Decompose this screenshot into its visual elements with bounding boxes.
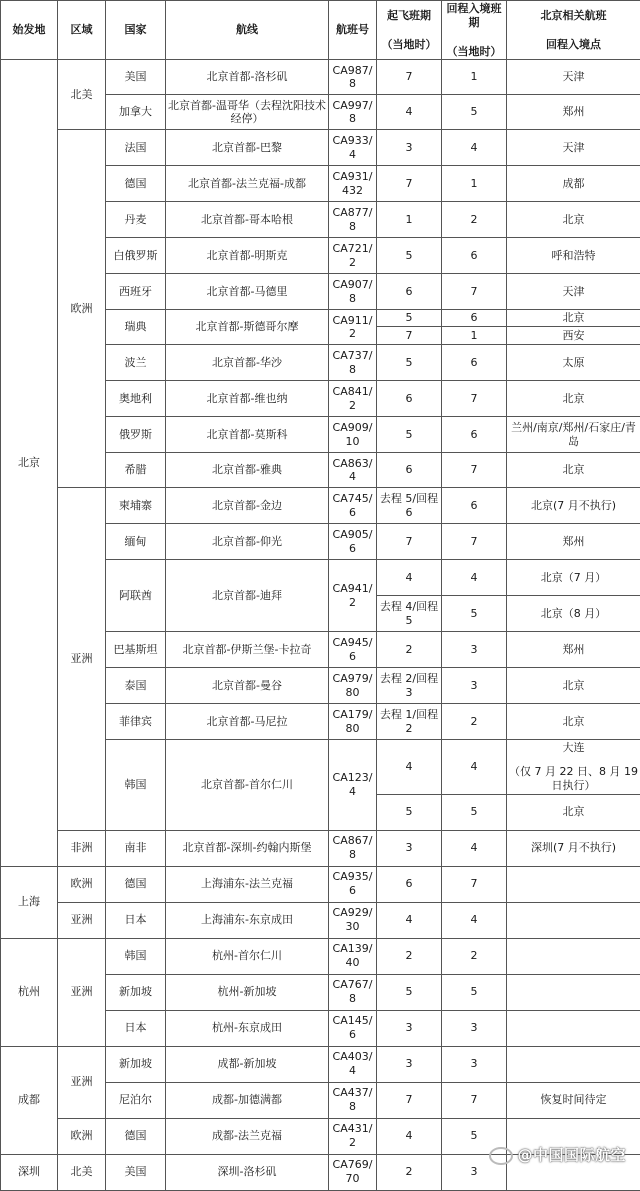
flight-number-cell: CA935/6 xyxy=(329,866,377,902)
flight-number-cell: CA997/8 xyxy=(329,95,377,130)
table-row xyxy=(1,488,640,524)
route-cell: 成都-新加坡 xyxy=(166,1046,329,1082)
return-days-cell: 1 xyxy=(442,60,507,95)
return-days-cell: 1 xyxy=(442,166,507,202)
flight-number-cell: CA863/4 xyxy=(329,453,377,488)
beijing-entry-cell: 成都 xyxy=(507,166,640,202)
return-days-cell: 6 xyxy=(442,238,507,274)
route-cell: 成都-加德满都 xyxy=(166,1082,329,1118)
flight-number-cell: CA877/8 xyxy=(329,202,377,238)
route-cell: 北京首都-哥本哈根 xyxy=(166,202,329,238)
beijing-entry-cell: 兰州/南京/郑州/石家庄/青岛 xyxy=(507,417,640,453)
country-cell: 德国 xyxy=(106,866,166,902)
route-cell: 北京首都-伊斯兰堡-卡拉奇 xyxy=(166,632,329,668)
outbound-days-cell: 7 xyxy=(377,166,442,202)
origin-cell: 上海 xyxy=(1,866,58,938)
flight-number-cell: CA931/432 xyxy=(329,166,377,202)
table-row xyxy=(1,902,640,938)
outbound-days-cell: 去程 5/回程 6 xyxy=(377,488,442,524)
beijing-entry-cell: 北京 xyxy=(507,202,640,238)
return-days-cell: 7 xyxy=(442,381,507,417)
country-cell: 俄罗斯 xyxy=(106,417,166,453)
return-days-cell: 6 xyxy=(442,310,507,327)
flight-number-cell: CA979/80 xyxy=(329,668,377,704)
route-cell: 北京首都-莫斯科 xyxy=(166,417,329,453)
beijing-entry-cell xyxy=(507,866,640,902)
beijing-entry-header xyxy=(507,1,640,60)
route-cell: 北京首都-明斯克 xyxy=(166,238,329,274)
return-days-cell: 3 xyxy=(442,632,507,668)
return-schedule-header xyxy=(442,1,507,60)
return-days-cell: 3 xyxy=(442,1154,507,1190)
origin-header: 始发地 xyxy=(1,1,58,60)
beijing-entry-cell: 郑州 xyxy=(507,95,640,130)
outbound-days-cell: 6 xyxy=(377,381,442,417)
outbound-days-cell: 3 xyxy=(377,1010,442,1046)
flight-number-cell: CA987/8 xyxy=(329,60,377,95)
outbound-days-cell: 2 xyxy=(377,1154,442,1190)
route-cell: 北京首都-巴黎 xyxy=(166,130,329,166)
flight-number-cell: CA941/2 xyxy=(329,560,377,632)
outbound-schedule-header-sub: （当地时） xyxy=(379,38,439,52)
return-days-cell: 6 xyxy=(442,488,507,524)
beijing-entry-cell: 太原 xyxy=(507,345,640,381)
route-cell: 北京首都-维也纳 xyxy=(166,381,329,417)
beijing-entry-cell: 北京（7 月） xyxy=(507,560,640,596)
table-row xyxy=(1,938,640,974)
return-days-cell: 4 xyxy=(442,560,507,596)
entry-note-text: （仅 7 月 22 日、8 月 19 日执行） xyxy=(509,765,638,793)
route-cell: 北京首都-华沙 xyxy=(166,345,329,381)
beijing-entry-cell: 天津 xyxy=(507,274,640,310)
route-cell: 北京首都-洛杉矶 xyxy=(166,60,329,95)
route-cell: 成都-法兰克福 xyxy=(166,1118,329,1154)
flight-number-cell: CA437/8 xyxy=(329,1082,377,1118)
watermark-text: @中国国际航空 xyxy=(517,1146,626,1164)
outbound-days-cell: 5 xyxy=(377,794,442,830)
beijing-entry-cell: 西安 xyxy=(507,327,640,345)
route-cell: 上海浦东-东京成田 xyxy=(166,902,329,938)
country-cell: 新加坡 xyxy=(106,1046,166,1082)
route-cell: 杭州-新加坡 xyxy=(166,974,329,1010)
flight-number-cell: CA929/30 xyxy=(329,902,377,938)
beijing-entry-header-title: 北京相关航班 xyxy=(509,9,638,23)
outbound-days-cell: 5 xyxy=(377,345,442,381)
beijing-entry-cell xyxy=(507,938,640,974)
country-cell: 美国 xyxy=(106,1154,166,1190)
outbound-days-cell: 4 xyxy=(377,95,442,130)
beijing-entry-cell: 北京 xyxy=(507,310,640,327)
outbound-schedule-header xyxy=(377,1,442,60)
country-cell: 泰国 xyxy=(106,668,166,704)
beijing-entry-header-sub: 回程入境点 xyxy=(509,38,638,52)
return-days-cell: 5 xyxy=(442,794,507,830)
route-cell: 北京首都-温哥华（去程沈阳技术经停） xyxy=(166,95,329,130)
beijing-entry-cell: 北京 xyxy=(507,704,640,740)
route-cell: 杭州-东京成田 xyxy=(166,1010,329,1046)
region-cell: 北美 xyxy=(58,60,106,130)
origin-cell: 北京 xyxy=(1,60,58,866)
table-row xyxy=(1,130,640,166)
return-days-cell: 4 xyxy=(442,130,507,166)
country-cell: 尼泊尔 xyxy=(106,1082,166,1118)
weibo-logo-icon xyxy=(489,1147,513,1165)
beijing-entry-cell xyxy=(507,1010,640,1046)
outbound-days-cell: 3 xyxy=(377,130,442,166)
beijing-entry-cell: 郑州 xyxy=(507,524,640,560)
return-days-cell: 7 xyxy=(442,524,507,560)
flight-number-cell: CA945/6 xyxy=(329,632,377,668)
return-days-cell: 2 xyxy=(442,938,507,974)
outbound-days-cell: 5 xyxy=(377,310,442,327)
region-cell: 亚洲 xyxy=(58,938,106,1046)
beijing-entry-cell xyxy=(507,902,640,938)
country-cell: 奥地利 xyxy=(106,381,166,417)
outbound-days-cell: 4 xyxy=(377,740,442,794)
country-cell: 韩国 xyxy=(106,938,166,974)
beijing-entry-cell xyxy=(507,974,640,1010)
route-cell: 北京首都-仰光 xyxy=(166,524,329,560)
country-header: 国家 xyxy=(106,1,166,60)
beijing-entry-cell: 北京 xyxy=(507,453,640,488)
flight-number-header: 航班号 xyxy=(329,1,377,60)
outbound-schedule-header-title: 起飞班期 xyxy=(379,9,439,23)
route-header: 航线 xyxy=(166,1,329,60)
return-days-cell: 3 xyxy=(442,1010,507,1046)
flight-number-cell: CA769/70 xyxy=(329,1154,377,1190)
flight-number-cell: CA179/80 xyxy=(329,704,377,740)
route-cell: 北京首都-马德里 xyxy=(166,274,329,310)
beijing-entry-cell: 北京 xyxy=(507,668,640,704)
beijing-entry-cell: 天津 xyxy=(507,60,640,95)
flight-number-cell: CA145/6 xyxy=(329,1010,377,1046)
region-cell: 欧洲 xyxy=(58,1118,106,1154)
country-cell: 加拿大 xyxy=(106,95,166,130)
flight-number-cell: CA767/8 xyxy=(329,974,377,1010)
country-cell: 美国 xyxy=(106,60,166,95)
beijing-entry-cell: 北京 xyxy=(507,794,640,830)
flight-number-cell: CA933/4 xyxy=(329,130,377,166)
country-cell: 韩国 xyxy=(106,740,166,830)
return-days-cell: 6 xyxy=(442,345,507,381)
return-days-cell: 3 xyxy=(442,668,507,704)
beijing-entry-cell: 郑州 xyxy=(507,632,640,668)
entry-point-text: 大连 xyxy=(509,741,638,755)
return-days-cell: 7 xyxy=(442,453,507,488)
route-cell: 北京首都-斯德哥尔摩 xyxy=(166,310,329,345)
country-cell: 希腊 xyxy=(106,453,166,488)
route-cell: 北京首都-深圳-约翰内斯堡 xyxy=(166,830,329,866)
region-cell: 欧洲 xyxy=(58,866,106,902)
flight-number-cell: CA431/2 xyxy=(329,1118,377,1154)
outbound-days-cell: 7 xyxy=(377,1082,442,1118)
outbound-days-cell: 3 xyxy=(377,830,442,866)
country-cell: 新加坡 xyxy=(106,974,166,1010)
country-cell: 波兰 xyxy=(106,345,166,381)
country-cell: 德国 xyxy=(106,1118,166,1154)
table-row xyxy=(1,60,640,95)
outbound-days-cell: 去程 4/回程 5 xyxy=(377,596,442,632)
beijing-entry-cell: 恢复时间待定 xyxy=(507,1082,640,1118)
table-row xyxy=(1,830,640,866)
table-header-row xyxy=(1,1,640,60)
beijing-entry-cell: 北京(7 月不执行) xyxy=(507,488,640,524)
return-days-cell: 5 xyxy=(442,95,507,130)
country-cell: 缅甸 xyxy=(106,524,166,560)
flight-number-cell: CA909/10 xyxy=(329,417,377,453)
country-cell: 西班牙 xyxy=(106,274,166,310)
outbound-days-cell: 1 xyxy=(377,202,442,238)
return-days-cell: 2 xyxy=(442,202,507,238)
country-cell: 法国 xyxy=(106,130,166,166)
route-cell: 北京首都-首尔仁川 xyxy=(166,740,329,830)
return-days-cell: 4 xyxy=(442,740,507,794)
beijing-entry-cell xyxy=(507,740,640,794)
region-cell: 亚洲 xyxy=(58,902,106,938)
outbound-days-cell: 5 xyxy=(377,974,442,1010)
outbound-days-cell: 7 xyxy=(377,524,442,560)
return-schedule-header-title: 回程入境班期 xyxy=(444,2,504,30)
return-schedule-header-sub: （当地时） xyxy=(444,45,504,59)
flight-number-cell: CA403/4 xyxy=(329,1046,377,1082)
return-days-cell: 7 xyxy=(442,274,507,310)
table-row xyxy=(1,1046,640,1082)
region-cell: 欧洲 xyxy=(58,130,106,488)
return-days-cell: 6 xyxy=(442,417,507,453)
route-cell: 杭州-首尔仁川 xyxy=(166,938,329,974)
flight-number-cell: CA905/6 xyxy=(329,524,377,560)
country-cell: 白俄罗斯 xyxy=(106,238,166,274)
weibo-watermark xyxy=(489,1144,626,1165)
beijing-entry-cell: 呼和浩特 xyxy=(507,238,640,274)
flight-number-cell: CA841/2 xyxy=(329,381,377,417)
route-cell: 深圳-洛杉矶 xyxy=(166,1154,329,1190)
outbound-days-cell: 6 xyxy=(377,453,442,488)
route-cell: 北京首都-法兰克福-成都 xyxy=(166,166,329,202)
origin-cell: 成都 xyxy=(1,1046,58,1154)
outbound-days-cell: 4 xyxy=(377,902,442,938)
outbound-days-cell: 6 xyxy=(377,274,442,310)
outbound-days-cell: 7 xyxy=(377,60,442,95)
country-cell: 日本 xyxy=(106,1010,166,1046)
route-cell: 北京首都-迪拜 xyxy=(166,560,329,632)
outbound-days-cell: 4 xyxy=(377,560,442,596)
flight-number-cell: CA867/8 xyxy=(329,830,377,866)
return-days-cell: 1 xyxy=(442,327,507,345)
beijing-entry-cell: 北京 xyxy=(507,381,640,417)
outbound-days-cell: 4 xyxy=(377,1118,442,1154)
country-cell: 日本 xyxy=(106,902,166,938)
region-cell: 亚洲 xyxy=(58,488,106,830)
flight-number-cell: CA745/6 xyxy=(329,488,377,524)
outbound-days-cell: 去程 2/回程 3 xyxy=(377,668,442,704)
flight-number-cell: CA907/8 xyxy=(329,274,377,310)
return-days-cell: 4 xyxy=(442,902,507,938)
flight-number-cell: CA721/2 xyxy=(329,238,377,274)
country-cell: 巴基斯坦 xyxy=(106,632,166,668)
beijing-entry-cell xyxy=(507,1046,640,1082)
beijing-entry-cell: 北京（8 月） xyxy=(507,596,640,632)
flight-number-cell: CA911/2 xyxy=(329,310,377,345)
return-days-cell: 4 xyxy=(442,830,507,866)
flight-number-cell: CA737/8 xyxy=(329,345,377,381)
route-cell: 上海浦东-法兰克福 xyxy=(166,866,329,902)
outbound-days-cell: 2 xyxy=(377,632,442,668)
country-cell: 丹麦 xyxy=(106,202,166,238)
beijing-entry-cell: 深圳(7 月不执行) xyxy=(507,830,640,866)
country-cell: 柬埔寨 xyxy=(106,488,166,524)
region-header: 区域 xyxy=(58,1,106,60)
region-cell: 亚洲 xyxy=(58,1046,106,1118)
route-cell: 北京首都-曼谷 xyxy=(166,668,329,704)
country-cell: 瑞典 xyxy=(106,310,166,345)
origin-cell: 深圳 xyxy=(1,1154,58,1190)
country-cell: 南非 xyxy=(106,830,166,866)
country-cell: 阿联酋 xyxy=(106,560,166,632)
outbound-days-cell: 3 xyxy=(377,1046,442,1082)
region-cell: 非洲 xyxy=(58,830,106,866)
return-days-cell: 7 xyxy=(442,1082,507,1118)
region-cell: 北美 xyxy=(58,1154,106,1190)
outbound-days-cell: 2 xyxy=(377,938,442,974)
return-days-cell: 3 xyxy=(442,1046,507,1082)
origin-cell: 杭州 xyxy=(1,938,58,1046)
return-days-cell: 2 xyxy=(442,704,507,740)
return-days-cell: 5 xyxy=(442,974,507,1010)
outbound-days-cell: 7 xyxy=(377,327,442,345)
country-cell: 菲律宾 xyxy=(106,704,166,740)
outbound-days-cell: 5 xyxy=(377,238,442,274)
return-days-cell: 5 xyxy=(442,1118,507,1154)
beijing-entry-cell: 天津 xyxy=(507,130,640,166)
route-cell: 北京首都-金边 xyxy=(166,488,329,524)
outbound-days-cell: 6 xyxy=(377,866,442,902)
return-days-cell: 7 xyxy=(442,866,507,902)
table-row xyxy=(1,866,640,902)
outbound-days-cell: 5 xyxy=(377,417,442,453)
country-cell: 德国 xyxy=(106,166,166,202)
route-cell: 北京首都-马尼拉 xyxy=(166,704,329,740)
return-days-cell: 5 xyxy=(442,596,507,632)
route-cell: 北京首都-雅典 xyxy=(166,453,329,488)
outbound-days-cell: 去程 1/回程 2 xyxy=(377,704,442,740)
flight-number-cell: CA123/4 xyxy=(329,740,377,830)
flight-number-cell: CA139/40 xyxy=(329,938,377,974)
